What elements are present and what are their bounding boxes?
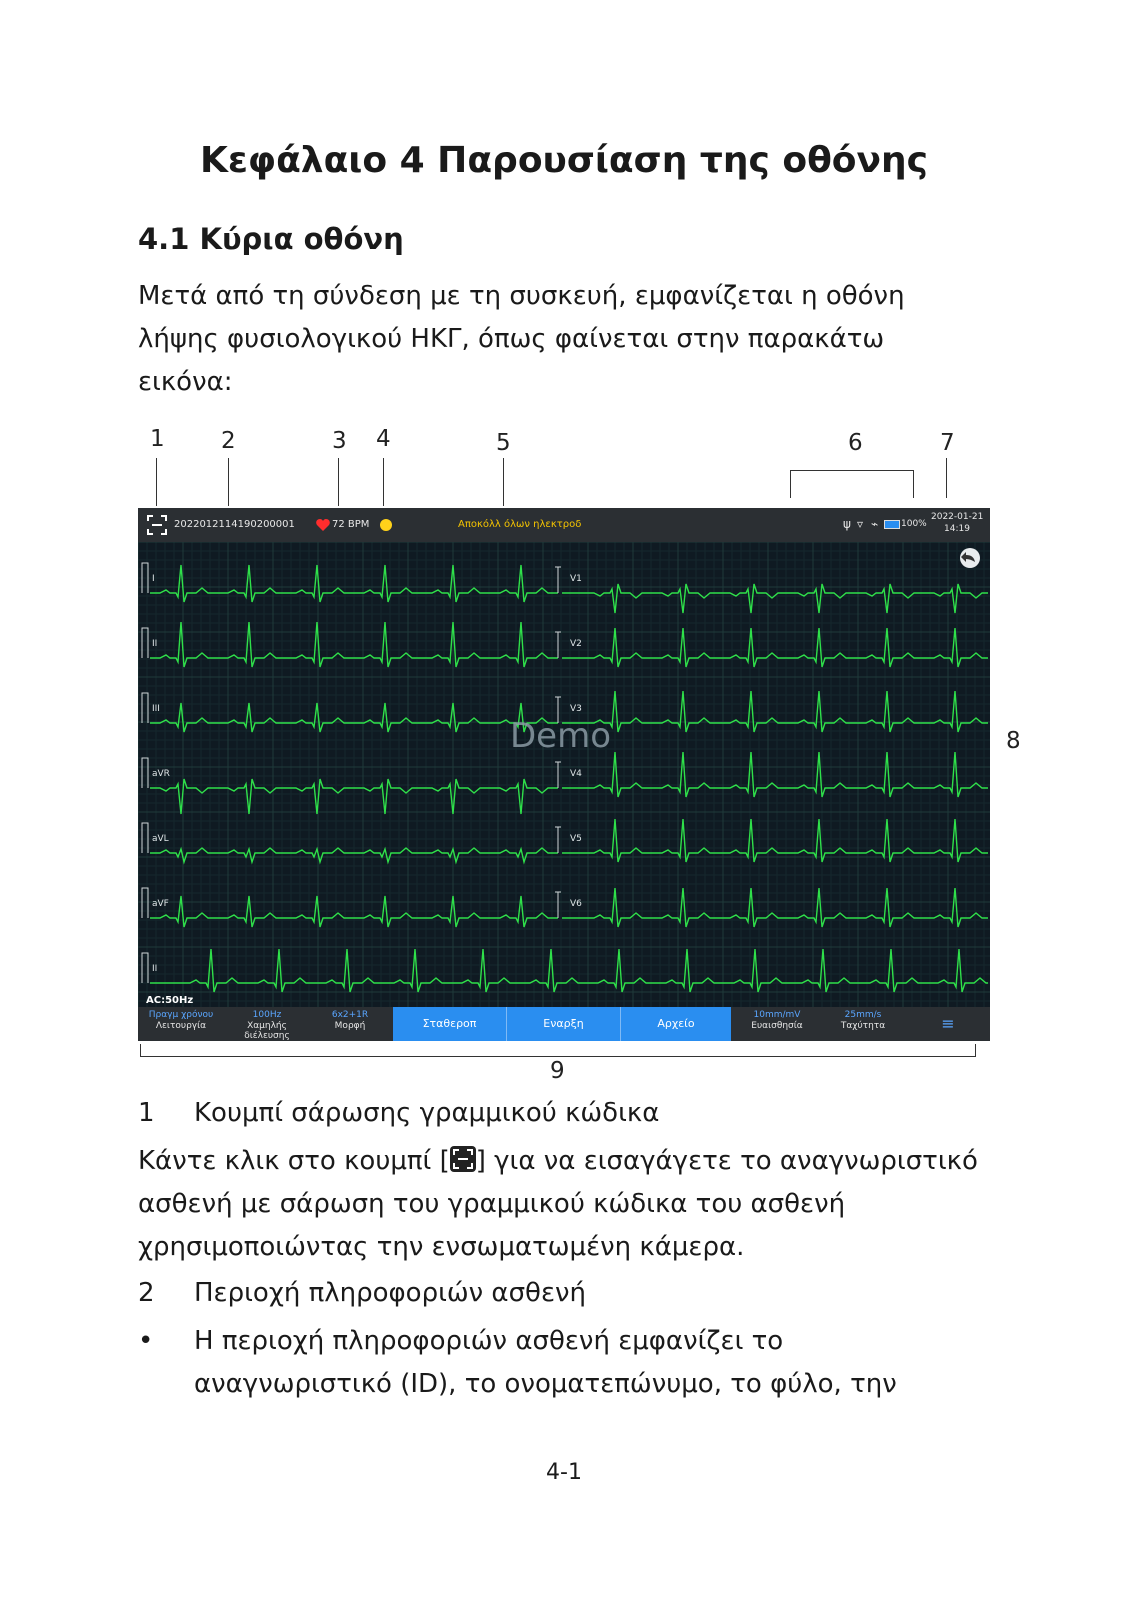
item-title: Κουμπί σάρωσης γραμμικού κώδικα <box>194 1098 660 1128</box>
leader-line <box>503 458 504 506</box>
lead-label: aVL <box>152 834 169 844</box>
lead-label: II <box>152 639 158 649</box>
demo-watermark: Demo <box>510 716 612 756</box>
lead-label: V3 <box>570 704 582 714</box>
grid-major <box>138 542 990 1007</box>
usb-icon: ψ <box>843 517 851 531</box>
speed-button[interactable] <box>820 1007 906 1041</box>
callout-3: 3 <box>332 428 347 454</box>
intro-line: Μετά από τη σύνδεση με τη συσκευή, εμφανίζεται η οθόνη <box>138 281 905 311</box>
speed-label: Ταχύτητα <box>840 1021 886 1031</box>
function-toolbar <box>138 1007 990 1041</box>
barcode-scan-icon <box>450 1146 476 1172</box>
bracket-6 <box>790 470 791 498</box>
lead-trace <box>562 819 988 862</box>
lead-label: II <box>152 964 158 974</box>
lead-trace <box>562 691 988 732</box>
bullet-symbol: • <box>138 1326 154 1356</box>
calibration-pulse <box>555 762 561 788</box>
text: ] για να εισαγάγετε το αναγνωριστικό <box>475 1146 978 1176</box>
lead-trace <box>562 584 988 613</box>
freeze-button[interactable]: Σταθερoπ <box>393 1007 507 1041</box>
format-label: Μορφή <box>334 1021 366 1031</box>
battery-level: 100% <box>901 519 927 529</box>
date: 2022-01-21 <box>931 512 984 522</box>
lowpass-value: 100Hz <box>252 1010 282 1020</box>
text: χρησιμοποιώντας την ενσωματωμένη κάμερα. <box>138 1232 745 1262</box>
section-title: 4.1 Κύρια οθόνη <box>138 222 404 256</box>
start-button[interactable]: Εναρξη <box>507 1007 621 1041</box>
grid-fine <box>138 542 990 1007</box>
patient-id: 2022012114190200001 <box>174 519 295 530</box>
callout-4: 4 <box>376 426 391 452</box>
bracket-9 <box>975 1044 976 1057</box>
lead-trace <box>562 888 988 927</box>
mode-button[interactable] <box>138 1007 224 1041</box>
bracket-6 <box>913 470 914 498</box>
leader-line <box>338 458 339 506</box>
item-title: Περιοχή πληροφοριών ασθενή <box>194 1278 587 1308</box>
item-number: 2 <box>138 1278 155 1308</box>
bracket-9 <box>140 1056 976 1057</box>
intro-line: εικόνα: <box>138 367 233 397</box>
bullet-item <box>138 1320 897 1406</box>
lead-label: V5 <box>570 834 582 844</box>
leader-line <box>156 458 157 506</box>
time: 14:19 <box>944 524 970 534</box>
item1-description <box>138 1140 998 1269</box>
list-item-2 <box>138 1272 586 1315</box>
lead-label: I <box>152 574 155 584</box>
calibration-pulse <box>555 827 561 853</box>
lead-label: III <box>152 704 160 714</box>
intro-paragraph <box>138 275 998 404</box>
lowpass-label: Χαμηλής διέλευσης <box>244 1021 290 1041</box>
lowpass-filter-button[interactable] <box>224 1007 310 1041</box>
text: Η περιοχή πληροφοριών ασθενή εμφανίζει το <box>194 1326 784 1356</box>
callout-7: 7 <box>940 430 955 456</box>
leader-line <box>383 458 384 506</box>
leader-line <box>946 458 947 498</box>
status-indicator-dot <box>380 519 392 531</box>
list-item-1 <box>138 1092 659 1135</box>
lead-label: V6 <box>570 899 582 909</box>
sensitivity-button[interactable] <box>734 1007 820 1041</box>
text: αναγνωριστικό (ID), το ονοματεπώνυμο, το φύλο, την <box>194 1369 897 1399</box>
battery-icon <box>884 520 900 529</box>
format-value: 6x2+1R <box>331 1010 369 1020</box>
ecg-waveform-area <box>138 542 990 1007</box>
callout-5: 5 <box>496 430 511 456</box>
lead-trace <box>562 752 988 797</box>
callout-8: 8 <box>1006 728 1021 754</box>
mode-label: Λειτουργία <box>155 1021 207 1031</box>
callout-9: 9 <box>550 1058 565 1084</box>
wifi-icon: ▿ <box>857 517 864 531</box>
callout-2: 2 <box>221 428 236 454</box>
heart-rate: 72 BPM <box>332 519 370 530</box>
calibration-pulse <box>555 567 561 593</box>
text: Κάντε κλικ στο κουμπί [ <box>138 1146 450 1176</box>
speed-value: 25mm/s <box>844 1010 882 1020</box>
lead-label: V4 <box>570 769 582 779</box>
page-number: 4-1 <box>546 1460 582 1485</box>
bracket-6 <box>790 470 914 471</box>
bracket-9 <box>140 1044 141 1057</box>
callout-6: 6 <box>848 430 863 456</box>
format-button[interactable] <box>310 1007 390 1041</box>
lead-status-message: Αποκόλλ όλων ηλεκτροδ <box>458 519 582 530</box>
status-bar <box>138 508 990 542</box>
sensitivity-value: 10mm/mV <box>753 1010 801 1020</box>
heart-icon <box>316 519 330 531</box>
ac-filter-label: AC:50Hz <box>146 995 194 1006</box>
lead-label: V1 <box>570 574 582 584</box>
lead-label: aVR <box>152 769 170 779</box>
menu-icon[interactable]: ≡ <box>941 1014 955 1033</box>
rhythm-trace <box>150 949 988 992</box>
chapter-title: Κεφάλαιο 4 Παρουσίαση της οθόνης <box>199 140 929 181</box>
lead-label: V2 <box>570 639 582 649</box>
callout-1: 1 <box>150 426 165 452</box>
sensitivity-label: Ευαισθησία <box>751 1021 803 1031</box>
lead-label: aVF <box>152 899 169 909</box>
item-number: 1 <box>138 1098 155 1128</box>
mode-value: Πραγμ χρόνου <box>148 1010 214 1020</box>
plug-icon: ⌁ <box>871 517 879 531</box>
barcode-scan-icon[interactable] <box>147 515 167 535</box>
archive-button[interactable]: Αρχείο <box>621 1007 731 1041</box>
ecg-main-screen <box>138 508 990 1041</box>
calibration-pulse <box>555 892 561 918</box>
calibration-pulse <box>555 632 561 658</box>
leader-line <box>228 458 229 506</box>
text: ασθενή με σάρωση του γραμμικού κώδικα του ασθενή <box>138 1189 846 1219</box>
intro-line: λήψης φυσιολογικού ΗΚΓ, όπως φαίνεται στην παρακάτω <box>138 324 885 354</box>
lead-trace <box>562 628 988 667</box>
